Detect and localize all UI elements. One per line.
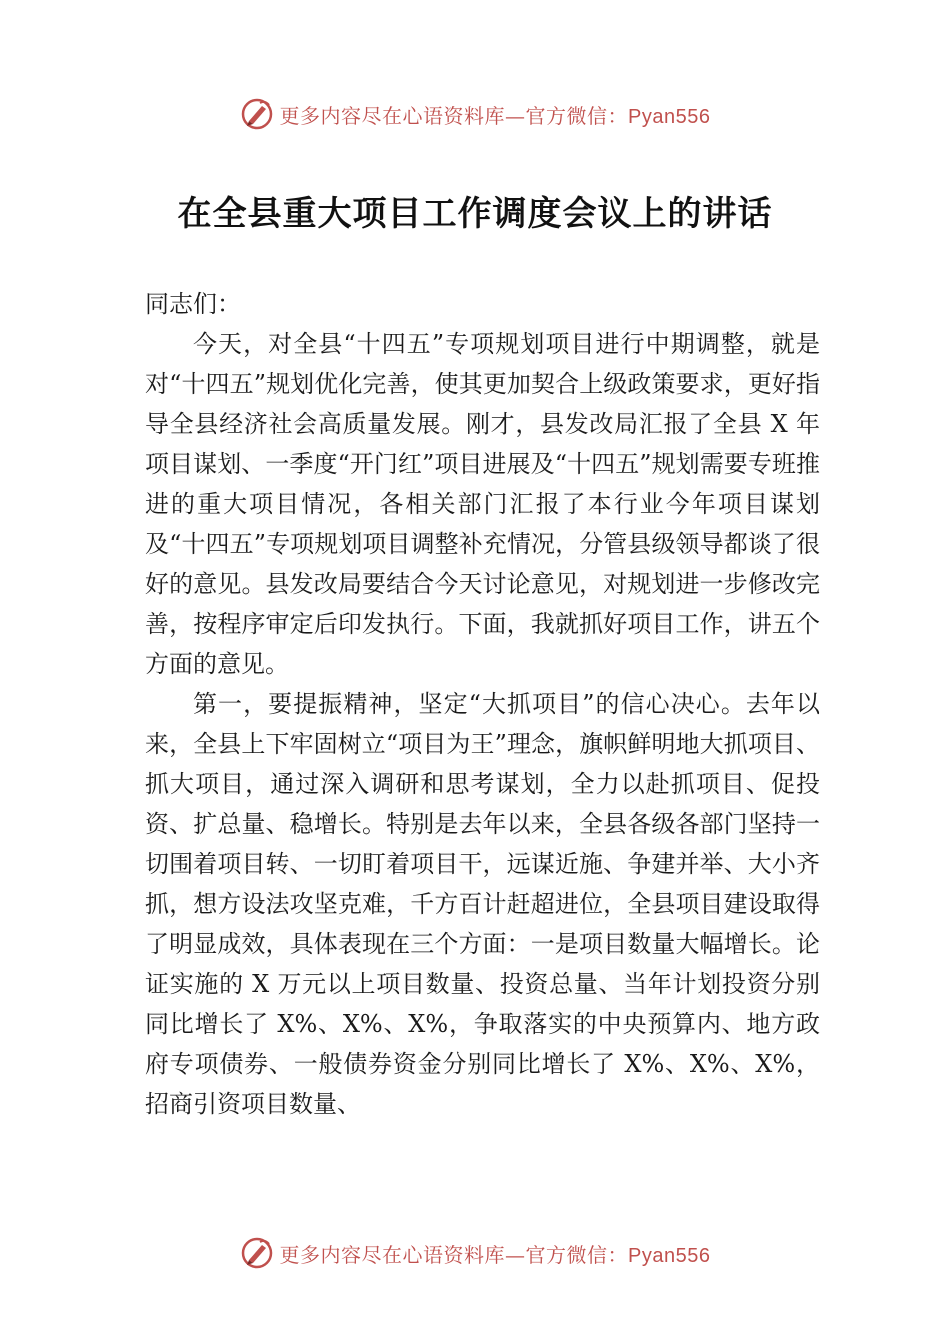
paragraph-first-point: 第一，要提振精神，坚定“大抓项目”的信心决心。去年以来，全县上下牢固树立“项目为王”理念，旗帜鲜明地大抓项目、抓大项目，通过深入调研和思考谋划，全力以赴抓项目、促投资、扩总量、稳增长。特别是去年以来，全县各级各部门坚持一切围着项目转、一切盯着项目干，远谋近施、争建并举、大小齐抓，想方设法攻坚克难，千方百计赶超进位，全县项目建设取得了明显成效，具体表现在三个方面：一是项目数量大幅增长。论证实施的 X 万元以上项目数量、投资总量、当年计划投资分别同比增长了 X%、X%、X%，争取落实的中央预算内、地方政府专项债券、一般债券资金分别同比增长了 X%、X%、X%，招商引资项目数量、	[145, 690, 820, 1118]
pen-seal-logo-icon	[240, 1236, 274, 1270]
banner-label: 更多内容尽在心语资料库—官方微信：	[279, 103, 629, 128]
wechat-id: Pyan556	[628, 105, 711, 128]
banner-label: 更多内容尽在心语资料库—官方微信：	[279, 1242, 629, 1267]
document-title: 在全县重大项目工作调度会议上的讲话	[177, 194, 773, 234]
banner-text	[280, 100, 711, 129]
document-body	[145, 284, 820, 1124]
wechat-id: Pyan556	[628, 1244, 711, 1267]
paragraph-intro: 今天，对全县“十四五”专项规划项目进行中期调整，就是对“十四五”规划优化完善，使其更加契合上级政策要求，更好指导全县经济社会高质量发展。刚才，县发改局汇报了全县 X 年项目谋划、一季度“开门红”项目进展及“十四五”规划需要专班推进的重大项目情况，各相关部门汇报了本行业今年项目谋划及“十四五”专项规划项目调整补充情况，分管县级领导都谈了很好的意见。县发改局要结合今天讨论意见，对规划进一步修改完善，按程序审定后印发执行。下面，我就抓好项目工作，讲五个方面的意见。	[145, 330, 820, 678]
header-banner	[0, 94, 950, 134]
footer-banner	[0, 1233, 950, 1273]
salutation: 同志们：	[145, 290, 241, 318]
pen-seal-logo-icon	[240, 97, 274, 131]
banner-text	[280, 1239, 711, 1268]
